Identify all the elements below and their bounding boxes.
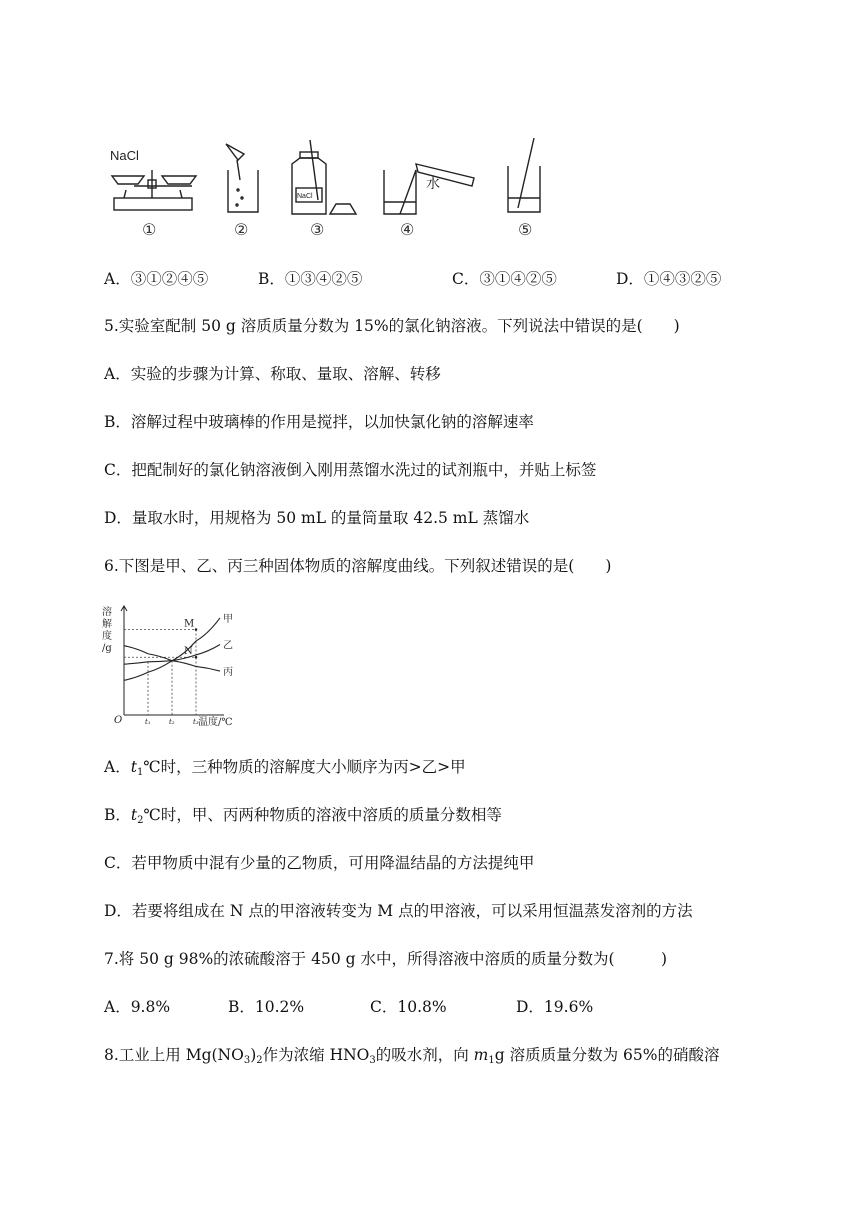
step-label: ④: [400, 220, 415, 239]
subscript: 2: [137, 815, 144, 826]
q5-stem: 5.实验室配制 50 g 溶质质量分数为 15%的氯化钠溶液。下列说法中错误的是( ): [104, 317, 680, 335]
origin-label: O: [114, 715, 123, 726]
q8-text: 8.工业上用 Mg(NO: [104, 1046, 244, 1064]
y-axis-label-char: 溶: [102, 607, 112, 618]
subscript: 3: [369, 1055, 376, 1066]
q4-option-b: B．①③④②⑤: [258, 270, 363, 288]
q6-stem: 6.下图是甲、乙、丙三种固体物质的溶解度曲线。下列叙述错误的是( ): [104, 557, 612, 575]
q5-option-d: D．量取水时，用规格为 50 mL 的量筒量取 42.5 mL 蒸馏水: [104, 509, 530, 527]
q6-option-b: [104, 805, 502, 831]
water-label: 水: [426, 176, 440, 192]
q7-stem: 7.将 50 g 98%的浓硫酸溶于 450 g 水中，所得溶液中溶质的质量分数为( ): [104, 950, 668, 968]
q8-text: 作为浓缩 HNO: [262, 1046, 370, 1064]
option-prefix: B．: [104, 806, 131, 824]
q8-text: 的吸水剂，向: [375, 1046, 474, 1064]
x-tick-label: t₂: [169, 718, 175, 726]
subscript: 1: [488, 1055, 495, 1066]
series-label: 乙: [223, 640, 233, 652]
step-label: ②: [234, 220, 249, 239]
point-label: N: [184, 646, 193, 658]
x-tick-label: t₁: [145, 718, 151, 726]
q4-option-c: C．③①④②⑤: [452, 270, 557, 288]
y-axis-label-char: /g: [102, 643, 112, 654]
solubility-curve-甲: [124, 618, 220, 680]
q5-option-a: A．实验的步骤为计算、称取、量取、溶解、转移: [104, 365, 441, 383]
point-N: [195, 656, 198, 659]
q5-option-b: B．溶解过程中玻璃棒的作用是搅拌，以加快氯化钠的溶解速率: [104, 413, 534, 431]
subscript: 3: [243, 1055, 251, 1066]
balance-icon: [112, 170, 196, 210]
series-label: 丙: [223, 667, 233, 679]
step-label: ①: [142, 220, 157, 239]
x-axis-label: 温度/℃: [198, 717, 233, 728]
option-text: ℃时，三种物质的溶解度大小顺序为丙>乙>甲: [143, 758, 466, 776]
q7-option-c: C．10.8%: [370, 998, 447, 1016]
solubility-chart: [100, 603, 260, 728]
q4-option-d: D．①④③②⑤: [616, 270, 722, 288]
reagent-bottle-icon: [292, 140, 356, 214]
q6-option-c: C．若甲物质中混有少量的乙物质，可用降温结晶的方法提纯甲: [104, 854, 535, 872]
q8-stem: [104, 1045, 719, 1071]
x-tick-label: t₃: [193, 718, 199, 726]
temperature-variable: t: [130, 758, 137, 776]
q7-option-b: B．10.2%: [228, 998, 305, 1016]
q7-option-a: A．9.8%: [104, 998, 171, 1016]
series-label: 甲: [223, 613, 233, 625]
temperature-variable: t: [130, 806, 138, 824]
option-prefix: A．: [104, 758, 131, 776]
stirring-icon: [508, 138, 540, 212]
y-axis-label-char: 度: [102, 631, 112, 642]
q7-option-d: D．19.6%: [516, 998, 594, 1016]
nacl-label: NaCl: [110, 148, 139, 163]
solubility-curve-丙: [124, 646, 220, 671]
q6-option-d: D．若要将组成在 N 点的甲溶液转变为 M 点的甲溶液，可以采用恒温蒸发溶剂的方法: [104, 902, 693, 920]
option-text: ℃时，甲、丙两种物质的溶液中溶质的质量分数相等: [143, 806, 502, 824]
q8-text: g 溶质质量分数为 65%的硝酸溶: [494, 1046, 720, 1064]
bottle-label: NaCl: [297, 193, 313, 200]
step-label: ⑤: [518, 220, 533, 239]
point-M: [195, 628, 198, 631]
mass-variable: m: [473, 1046, 489, 1064]
subscript: 2: [256, 1055, 263, 1066]
step-label: ③: [310, 220, 325, 239]
y-axis-label-char: 解: [102, 619, 112, 630]
q5-option-c: C．把配制好的氯化钠溶液倒入刚用蒸馏水洗过的试剂瓶中，并贴上标签: [104, 461, 597, 479]
q4-option-a: A．③①②④⑤: [104, 270, 209, 288]
q8-text: ): [250, 1046, 257, 1064]
q6-option-a: [104, 757, 466, 783]
beaker-funnel-icon: [226, 144, 258, 212]
subscript: 1: [136, 767, 144, 778]
point-label: M: [184, 618, 195, 630]
apparatus-figure: [104, 130, 564, 242]
